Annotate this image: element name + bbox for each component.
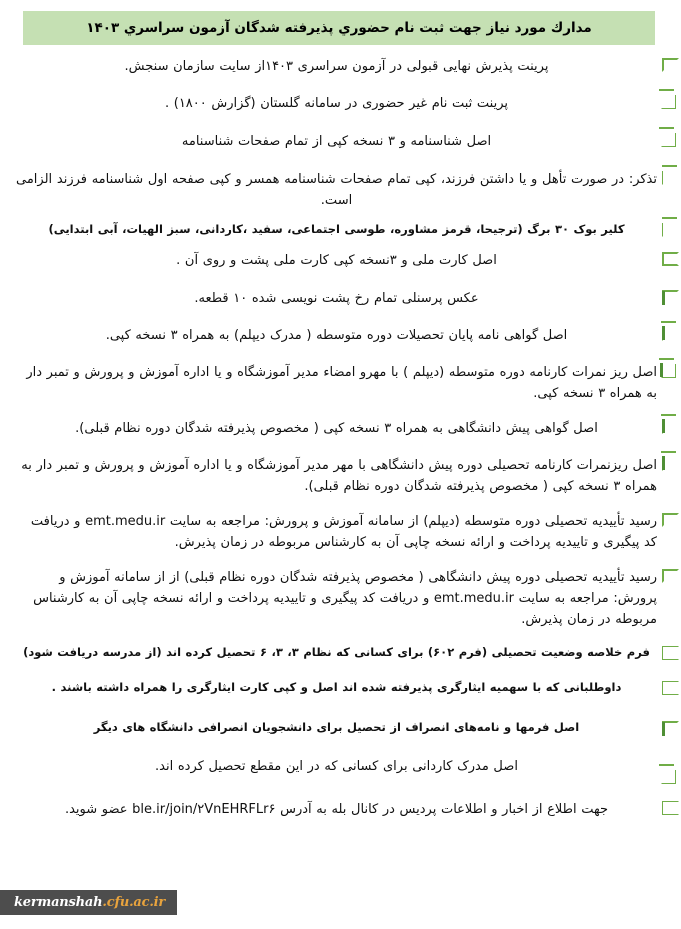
checkbox-square-icon[interactable] [662, 290, 679, 304]
list-item-label: عکس پرسنلی تمام رخ پشت نویسی شده ۱۰ قطعه. [194, 290, 479, 306]
list-item [0, 221, 681, 238]
list-item [0, 56, 681, 77]
checkbox-square-icon[interactable] [662, 252, 679, 266]
list-item [0, 169, 681, 211]
list-item [0, 719, 681, 736]
list-item-label: پرینت پذیرش نهایی قبولی در آزمون سراسری ۱۴۰۳از سایت سازمان سنجش. [124, 59, 549, 74]
list-item-label: کلیر بوک ۳۰ برگ (ترجیحا، قرمز مشاوره، طوسی اجتماعی، سفید ،کاردانی، سبز الهیات، آبی ابتدایی) [48, 222, 625, 237]
list-item-label: رسید تأییدیه تحصیلی دوره پیش دانشگاهی ( مخصوص پذیرفته شدگان دوره نظام قبلی) از از سامانه آموزش و پرورش: مراجعه به سایت emt.medu.ir و دریافت کد پیگیری و تاییدیه پرداخت و ارائه نسخه چاپی آن به کارشناس مربوطه در زمان پذیرش. [33, 569, 657, 628]
logo-domain-name: kermanshah [14, 895, 103, 910]
page-header-band [23, 11, 655, 45]
checkbox-square-icon[interactable] [662, 171, 679, 185]
checkbox-square-icon[interactable] [662, 721, 679, 735]
list-item-label: اصل فرمها و نامه‌های انصراف از تحصیل برای دانشجویان انصرافی دانشگاه های دیگر [93, 719, 580, 734]
list-item [0, 250, 681, 271]
list-item [0, 288, 681, 309]
list-item [0, 325, 681, 346]
requirements-list [0, 52, 681, 929]
list-item [0, 131, 681, 152]
checkbox-square-icon[interactable] [662, 58, 679, 72]
checkbox-square-icon[interactable] [661, 770, 676, 784]
list-item-label: تذکر: در صورت تأهل و یا داشتن فرزند، کپی تمام صفحات شناسنامه همسر و کپی صفحه اول شناسنامه فرزند الزامی است. [16, 172, 657, 209]
checkbox-square-icon[interactable] [662, 646, 679, 660]
checkbox-square-icon[interactable] [662, 801, 679, 815]
list-item [0, 799, 681, 820]
logo-domain-tld: .cfu.ac.ir [102, 895, 166, 910]
list-item [0, 567, 681, 630]
list-item-label: اصل کارت ملی و ۳نسخه کپی کارت ملی پشت و روی آن . [176, 253, 497, 269]
checkbox-square-icon[interactable] [662, 223, 679, 237]
list-item-label: اصل شناسنامه و ۳ نسخه کپی از تمام صفحات شناسنامه [181, 134, 492, 150]
checkbox-square-icon[interactable] [661, 364, 676, 378]
list-item-label: اصل گواهی پیش دانشگاهی به همراه ۳ نسخه کپی ( مخصوص پذیرفته شدگان دوره نظام قبلی). [75, 420, 598, 436]
list-item [0, 756, 681, 777]
list-item-label: اصل گواهی نامه پایان تحصیلات دوره متوسطه ( مدرک دیپلم) به همراه ۳ نسخه کپی. [105, 327, 568, 343]
list-item-label: رسید تأییدیه تحصیلی دوره متوسطه (دیپلم) از سامانه آموزش و پرورش: مراجعه به سایت emt.medu.ir و دریافت کد پیگیری و تاییدیه پرداخت و ارائه نسخه چاپی آن به کارشناس مربوطه در زمان پذیرش. [30, 513, 657, 550]
checkbox-square-icon[interactable] [661, 133, 676, 147]
list-item [0, 511, 681, 553]
list-item-label: فرم خلاصه وضعیت تحصیلی (فرم ۶۰۲) برای کسانی که نظام ۳، ۳، ۶ تحصیل کرده اند (از مدرسه دریافت شود) [23, 645, 650, 660]
list-item-label: اصل ریزنمرات کارنامه تحصیلی دوره پیش دانشگاهی با مهر مدیر آموزشگاه و یا اداره آموزش و پرورش و تمبر دار به همراه ۳ نسخه کپی ( مخصوص پذیرفته شدگان دوره نظام قبلی). [21, 457, 657, 494]
list-item [0, 418, 681, 439]
list-item [0, 455, 681, 497]
site-logo [0, 890, 177, 915]
checkbox-square-icon[interactable] [662, 420, 679, 434]
list-item-label: داوطلبانی که با سهمیه ایثارگری پذیرفته شده اند اصل و کپی کارت ایثارگری را همراه داشته باشند . [51, 680, 622, 695]
list-item-label: جهت اطلاع از اخبار و اطلاعات پردیس در کانال بله به آدرس ble.ir/join/۲VnEHRFLr۶ عضو شوید. [64, 801, 609, 817]
checkbox-square-icon[interactable] [662, 513, 679, 527]
list-item-label: پرینت ثبت نام غیر حضوری در سامانه گلستان (گزارش ۱۸۰۰) . [164, 96, 509, 112]
list-item [0, 644, 681, 661]
checkbox-square-icon[interactable] [662, 327, 679, 341]
list-item [0, 93, 681, 114]
page-title: مدارك مورد نياز جهت ثبت نام حضوري پذيرفته شدگان آزمون سراسري ۱۴۰۳ [86, 19, 592, 36]
list-item [0, 679, 681, 696]
checkbox-square-icon[interactable] [662, 569, 679, 583]
checkbox-square-icon[interactable] [661, 95, 676, 109]
checkbox-square-icon[interactable] [662, 681, 679, 695]
list-item [0, 362, 681, 404]
checkbox-square-icon[interactable] [662, 457, 679, 471]
list-item-label: اصل ریز نمرات کارنامه دوره متوسطه (دیپلم ) با مهرو امضاء مدیر آموزشگاه و یا اداره آموزش و پرورش و تمبر دار به همراه ۳ نسخه کپی. [26, 364, 657, 401]
list-item-label: اصل مدرک کاردانی برای کسانی که در این مقطع تحصیل کرده اند. [155, 758, 518, 774]
